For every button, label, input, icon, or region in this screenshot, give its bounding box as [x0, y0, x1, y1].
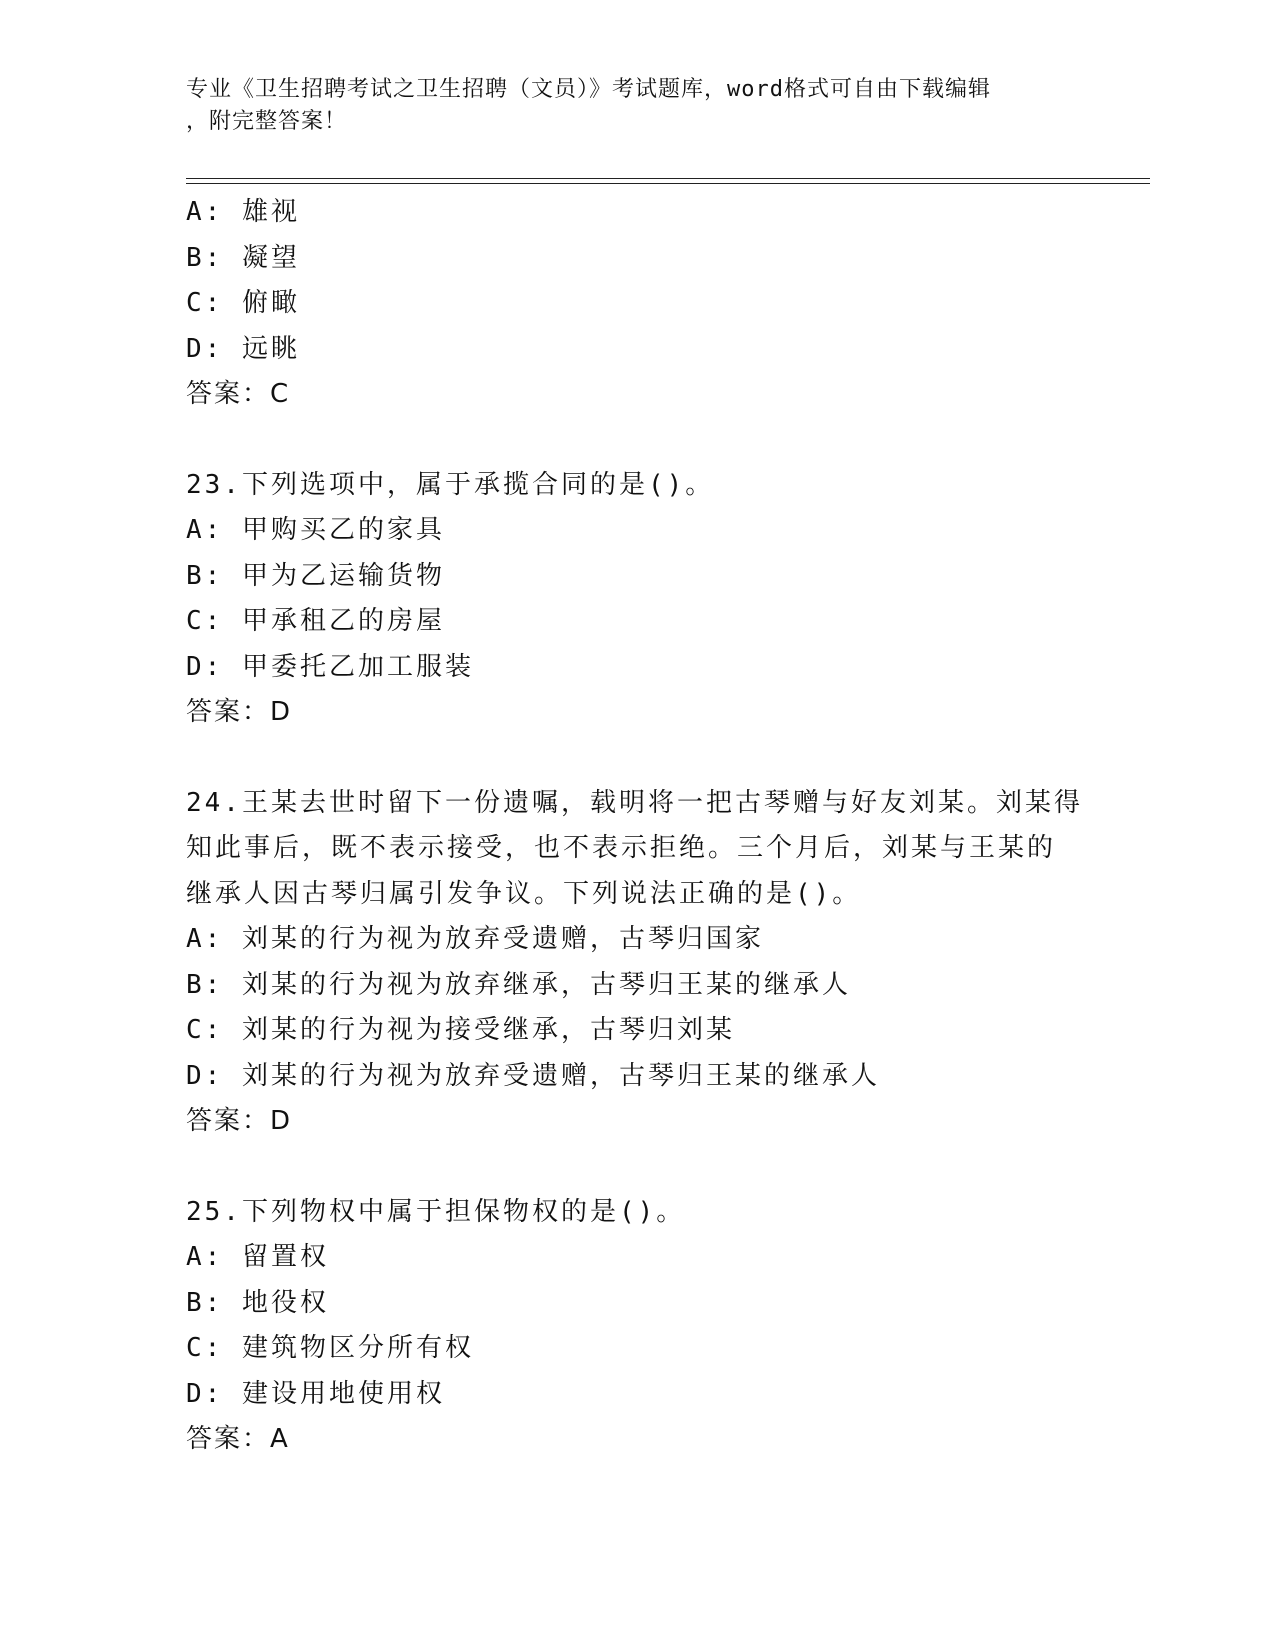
option-b: B: 甲为乙运输货物	[186, 560, 445, 591]
question-text-line-2: 知此事后，既不表示接受，也不表示拒绝。三个月后，刘某与王某的	[186, 833, 1057, 863]
option-d: D: 远眺	[186, 333, 300, 364]
question-25	[186, 1190, 1146, 1463]
header-line-2: ，附完整答案！	[186, 109, 348, 134]
answer-line: 答案：C	[186, 379, 291, 409]
option-a: A: 甲购买乙的家具	[186, 515, 445, 545]
option-c: C: 刘某的行为视为接受继承，古琴归刘某	[186, 1015, 735, 1045]
answer-line: 答案：D	[186, 1106, 293, 1136]
option-a: A: 留置权	[186, 1242, 329, 1272]
option-d: D: 甲委托乙加工服装	[186, 651, 474, 682]
option-d: D: 刘某的行为视为放弃受遗赠，古琴归王某的继承人	[186, 1060, 880, 1091]
spacer	[186, 418, 1146, 463]
option-b: B: 刘某的行为视为放弃继承，古琴归王某的继承人	[186, 969, 851, 1000]
option-b: B: 地役权	[186, 1287, 329, 1318]
option-d: D: 建设用地使用权	[186, 1378, 445, 1409]
header-divider-top	[186, 178, 1150, 179]
spacer	[186, 1145, 1146, 1190]
question-22-continuation	[186, 190, 1146, 418]
header-divider-bottom	[186, 183, 1150, 184]
option-a: A: 雄视	[186, 197, 300, 227]
answer-line: 答案：A	[186, 1424, 290, 1454]
option-c: C: 甲承租乙的房屋	[186, 606, 445, 636]
option-b: B: 凝望	[186, 242, 300, 273]
option-c: C: 俯瞰	[186, 288, 300, 318]
question-23	[186, 463, 1146, 736]
question-24	[186, 781, 1146, 1145]
option-c: C: 建筑物区分所有权	[186, 1333, 474, 1363]
question-text: 23.下列选项中，属于承揽合同的是()。	[186, 469, 715, 500]
question-text-line-3: 继承人因古琴归属引发争议。下列说法正确的是()。	[186, 878, 862, 909]
answer-line: 答案：D	[186, 697, 293, 727]
spacer	[186, 736, 1146, 781]
question-text-line-1: 24.王某去世时留下一份遗嘱，载明将一把古琴赠与好友刘某。刘某得	[186, 787, 1083, 818]
header-line-1: 专业《卫生招聘考试之卫生招聘（文员）》考试题库，word格式可自由下载编辑	[186, 77, 991, 102]
option-a: A: 刘某的行为视为放弃受遗赠，古琴归国家	[186, 924, 764, 954]
document-header	[186, 74, 1066, 138]
question-text: 25.下列物权中属于担保物权的是()。	[186, 1196, 686, 1227]
question-list	[186, 190, 1146, 1463]
